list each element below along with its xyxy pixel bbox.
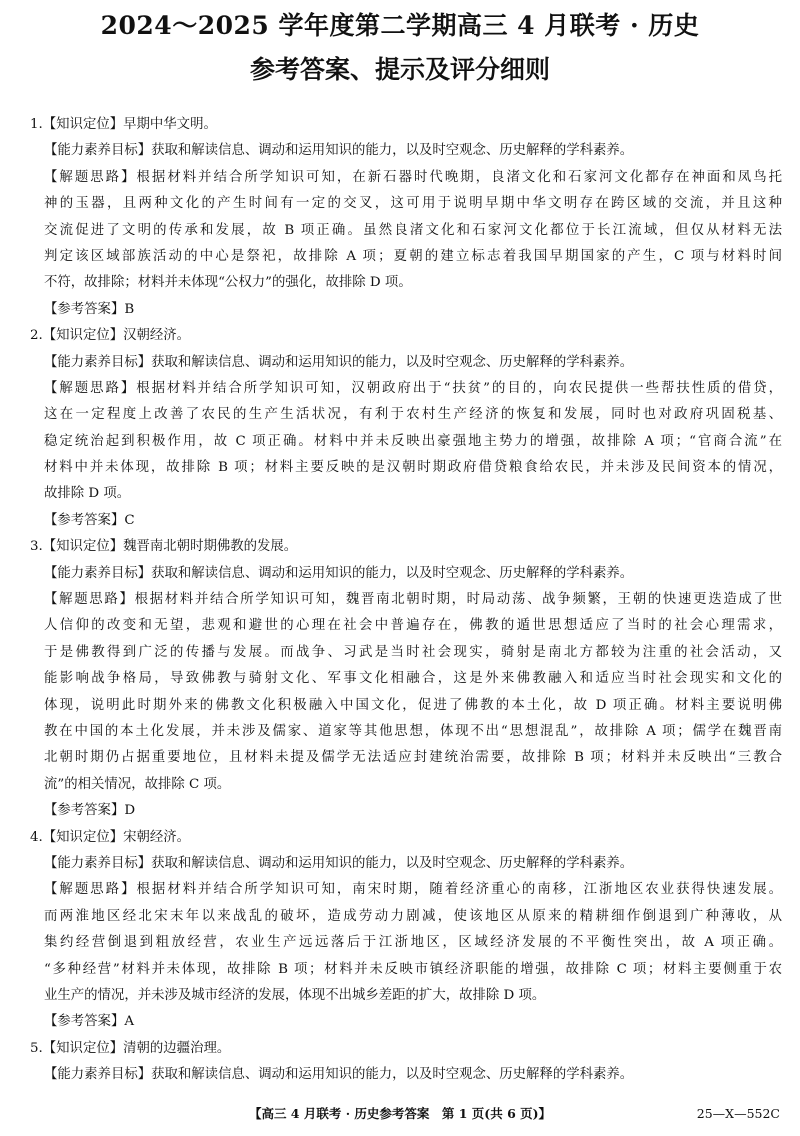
text-line: 稳定统治起到积极作用，故 C 项正确。材料中并未反映出豪强地主势力的增强，故排除 A 项；“官商合流”在 [44, 433, 782, 449]
text-line: 业生产的情况，并未涉及城市经济的发展，体现不出城乡差距的扩大，故排除 D 项。 [44, 987, 546, 1003]
text-line: 体现，说明此时期外来的佛教文化积极融入中国文化，促进了佛教的本土化，故 D 项正确。材料主要说明佛 [44, 697, 782, 713]
text-line: 而两淮地区经北宋末年以来战乱的破坏，造成劳动力剧减，使该地区从原来的精耕细作倒退到广种薄收，从 [44, 908, 782, 924]
text-line: 【参考答案】D [44, 803, 136, 819]
text-line: 这在一定程度上改善了农民的生产生活状况，有利于农村生产经济的恢复和发展，同时也对政府巩固税基、 [44, 407, 782, 423]
text-line: 4.【知识定位】宋朝经济。 [30, 829, 191, 845]
text-line: 3.【知识定位】魏晋南北朝时期佛教的发展。 [30, 539, 298, 555]
text-line: 人信仰的改变和无望，悲观和避世的心理在社会中普遍存在，佛教的遁世思想适应了当时的社会心理需求， [44, 618, 782, 634]
text-line: 教在中国的本土化发展，并未涉及儒家、道家等其他思想，体现不出“思想混乱”，故排除 A 项；儒学在魏晋南 [44, 723, 782, 739]
page-subtitle: 参考答案、提示及评分细则 [249, 55, 550, 84]
footer-doc-code: 25—X—552C [696, 1106, 780, 1121]
text-line: 能影响战争格局，导致佛教与骑射文化、军事文化相融合，这是外来佛教融入和适应当时社会现实和文化的 [44, 671, 782, 687]
text-line: 集约经营倒退到粗放经营，农业生产远远落后于江浙地区，区域经济发展的不平衡性突出，故 A 项正确。 [44, 935, 782, 951]
page-footer [0, 1102, 800, 1126]
text-line: 【解题思路】根据材料并结合所学知识可知，在新石器时代晚期，良渚文化和石家河文化都存在神面和凤鸟托 [44, 169, 782, 185]
text-line: 2.【知识定位】汉朝经济。 [30, 328, 191, 344]
footer-page-info: 【高三 4 月联考 · 历史参考答案 第 1 页(共 6 页)】 [248, 1106, 552, 1121]
text-line: 交流促进了文明的传承和发展，故 B 项正确。虽然良渚文化和石家河文化都位于长江流域，但仅从材料无法 [44, 222, 782, 238]
text-line: 于是佛教得到广泛的传播与发展。而战争、习武是当时社会现实，骑射是南北方都较为注重的社会活动，又 [44, 644, 782, 660]
text-line: 5.【知识定位】清朝的边疆治理。 [30, 1040, 231, 1056]
text-line: 【解题思路】根据材料并结合所学知识可知，魏晋南北朝时期，时局动荡、战争频繁，王朝的快速更迭造成了世 [44, 592, 782, 608]
text-line: 【参考答案】B [44, 301, 135, 317]
text-line: 材料中并未体现，故排除 B 项；材料主要反映的是汉朝时期政府借贷粮食给农民，并未涉及民间资本的情况， [44, 460, 782, 476]
text-line: 神的玉器，且两种文化的产生时间有一定的交叉，这可用于说明早期中华文明存在跨区域的交流，并且这种 [44, 196, 782, 212]
text-line: 【参考答案】A [44, 1014, 135, 1030]
text-line: 【能力素养目标】获取和解读信息、调动和运用知识的能力，以及时空观念、历史解释的学科素养。 [44, 143, 634, 159]
page-title: 2024～2025 学年度第二学期高三 4 月联考 · 历史 [100, 11, 700, 40]
text-line: 【能力素养目标】获取和解读信息、调动和运用知识的能力，以及时空观念、历史解释的学科素养。 [44, 565, 634, 581]
text-line: 流”的相关情况，故排除 C 项。 [44, 776, 231, 792]
text-line: 1.【知识定位】早期中华文明。 [30, 117, 217, 132]
text-line: 【能力素养目标】获取和解读信息、调动和运用知识的能力，以及时空观念、历史解释的学科素养。 [44, 354, 634, 370]
text-line: 【能力素养目标】获取和解读信息、调动和运用知识的能力，以及时空观念、历史解释的学科素养。 [44, 855, 634, 871]
text-line: 【解题思路】根据材料并结合所学知识可知，汉朝政府出于“扶贫”的目的，向农民提供一些帮扶性质的借贷， [44, 380, 782, 396]
text-line: 故排除 D 项。 [44, 486, 131, 502]
text-line: “多种经营”材料并未体现，故排除 B 项；材料并未反映市镇经济职能的增强，故排除 C 项；材料主要侧重于农 [44, 961, 782, 977]
text-line: 不符，故排除；材料并未体现“公权力”的强化，故排除 D 项。 [44, 275, 412, 291]
text-line: 【解题思路】根据材料并结合所学知识可知，南宋时期，随着经济重心的南移，江浙地区农业获得快速发展。 [44, 882, 782, 898]
text-line: 【参考答案】C [44, 512, 135, 528]
text-line: 北朝时期仍占据重要地位，且材料未提及儒学无法适应封建统治需要，故排除 B 项；材料并未反映出“三教合 [44, 750, 782, 766]
text-line: 【能力素养目标】获取和解读信息、调动和运用知识的能力，以及时空观念、历史解释的学科素养。 [44, 1067, 634, 1083]
text-line: 判定该区域部族活动的中心是祭祀，故排除 A 项；夏朝的建立标志着我国早期国家的产生，C 项与材料时间 [44, 248, 782, 264]
answer-body [30, 112, 782, 1088]
